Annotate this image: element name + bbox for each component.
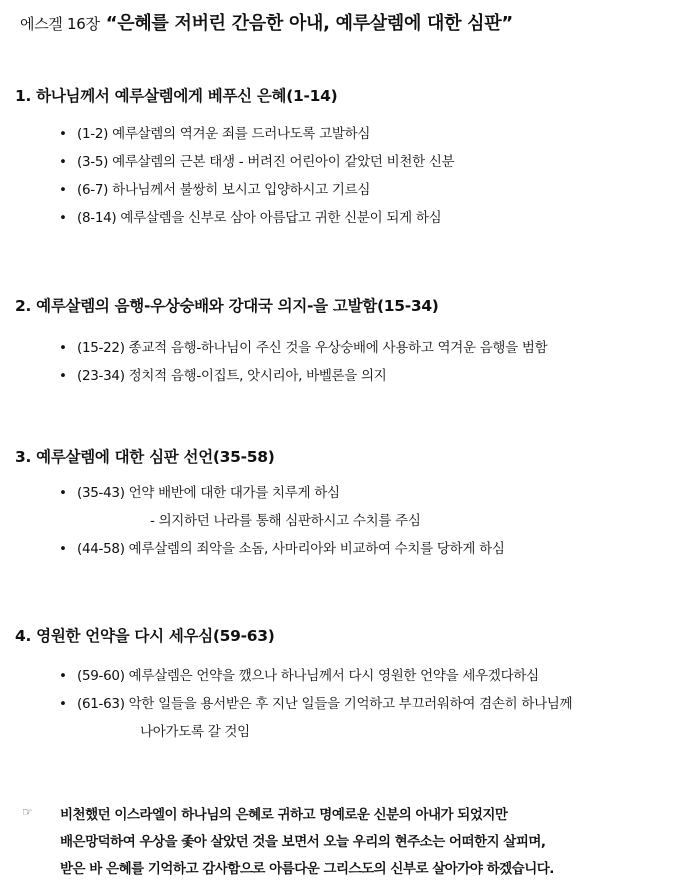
list-item [15, 148, 675, 176]
conclusion-line: 배은망덕하여 우상을 좇아 살았던 것을 보면서 오늘 우리의 현주소는 어떠한지 살피며, [60, 834, 546, 850]
conclusion-line: 비천했던 이스라엘이 하나님의 은혜로 귀하고 명예로운 신분의 아내가 되었지만 [60, 807, 508, 823]
item-text: (15-22) 종교적 음행-하나님이 주신 것을 우상숭배에 사용하고 역겨운 음행을 범함 [77, 340, 548, 356]
section-1 [15, 84, 675, 232]
item-text: (35-43) 언약 배반에 대한 대가를 치루게 하심 [77, 485, 340, 501]
bullet: • [59, 696, 67, 712]
pointing-hand-icon: ☞ [22, 805, 33, 819]
bullet: • [59, 340, 67, 356]
bullet: • [59, 668, 67, 684]
list-item [15, 690, 675, 746]
section-title: 3. 예루살렘에 대한 심판 선언(35-58) [15, 448, 275, 466]
sub-item [15, 507, 675, 535]
point-list [15, 662, 675, 746]
list-item [15, 535, 675, 563]
point-list [15, 120, 675, 232]
section-3 [15, 445, 675, 563]
list-item [15, 479, 675, 507]
section-title: 4. 영원한 언약을 다시 세우심(59-63) [15, 627, 275, 645]
bullet: • [59, 541, 67, 557]
item-text: (44-58) 예루살렘의 죄악을 소돔, 사마리아와 비교하여 수치를 당하게 하심 [77, 541, 505, 557]
item-text: (1-2) 예루살렘의 역겨운 죄를 드러나도록 고발하심 [77, 126, 371, 142]
section-title: 2. 예루살렘의 음행-우상숭배와 강대국 의지-을 고발함(15-34) [15, 297, 439, 315]
section-2 [15, 294, 675, 390]
item-text: (59-60) 예루살렘은 언약을 깼으나 하나님께서 다시 영원한 언약을 세우겠다하심 [77, 668, 539, 684]
section-title: 1. 하나님께서 예루살렘에게 베푸신 은혜(1-14) [15, 87, 338, 105]
point-list [15, 334, 675, 390]
document-title [20, 9, 513, 35]
point-list [15, 479, 675, 563]
list-item [15, 662, 675, 690]
list-item [15, 176, 675, 204]
item-continuation: 나아가도록 갈 것임 [140, 724, 250, 740]
bullet: • [59, 182, 67, 198]
conclusion-line: 받은 바 은혜를 기억하고 감사함으로 아름다운 그리스도의 신부로 살아가야 하겠습니다. [60, 861, 554, 877]
item-text: (6-7) 하나님께서 불쌍히 보시고 입양하시고 기르심 [77, 182, 371, 198]
chapter-label: 에스겔 16장 [20, 15, 100, 33]
item-text: (23-34) 정치적 음행-이집트, 앗시리아, 바벨론을 의지 [77, 368, 387, 384]
item-text: (3-5) 예루살렘의 근본 태생 - 버려진 어린아이 같았던 비천한 신분 [77, 154, 455, 170]
list-item [15, 120, 675, 148]
sub-item-text: - 의지하던 나라를 통해 심판하시고 수치를 주심 [150, 513, 421, 529]
conclusion-text [60, 802, 672, 883]
bullet: • [59, 485, 67, 501]
bullet: • [59, 210, 67, 226]
bullet: • [59, 154, 67, 170]
list-item [15, 362, 675, 390]
bullet: • [59, 126, 67, 142]
list-item [15, 334, 675, 362]
section-4 [15, 624, 675, 746]
bullet: • [59, 368, 67, 384]
item-text: (61-63) 악한 일들을 용서받은 후 지난 일들을 기억하고 부끄러워하여 겸손히 하나님께 [77, 696, 573, 712]
sermon-heading: “은혜를 저버린 간음한 아내, 예루살렘에 대한 심판” [105, 13, 513, 34]
item-text: (8-14) 예루살렘을 신부로 삼아 아름답고 귀한 신분이 되게 하심 [77, 210, 442, 226]
conclusion [22, 802, 672, 883]
list-item [15, 204, 675, 232]
